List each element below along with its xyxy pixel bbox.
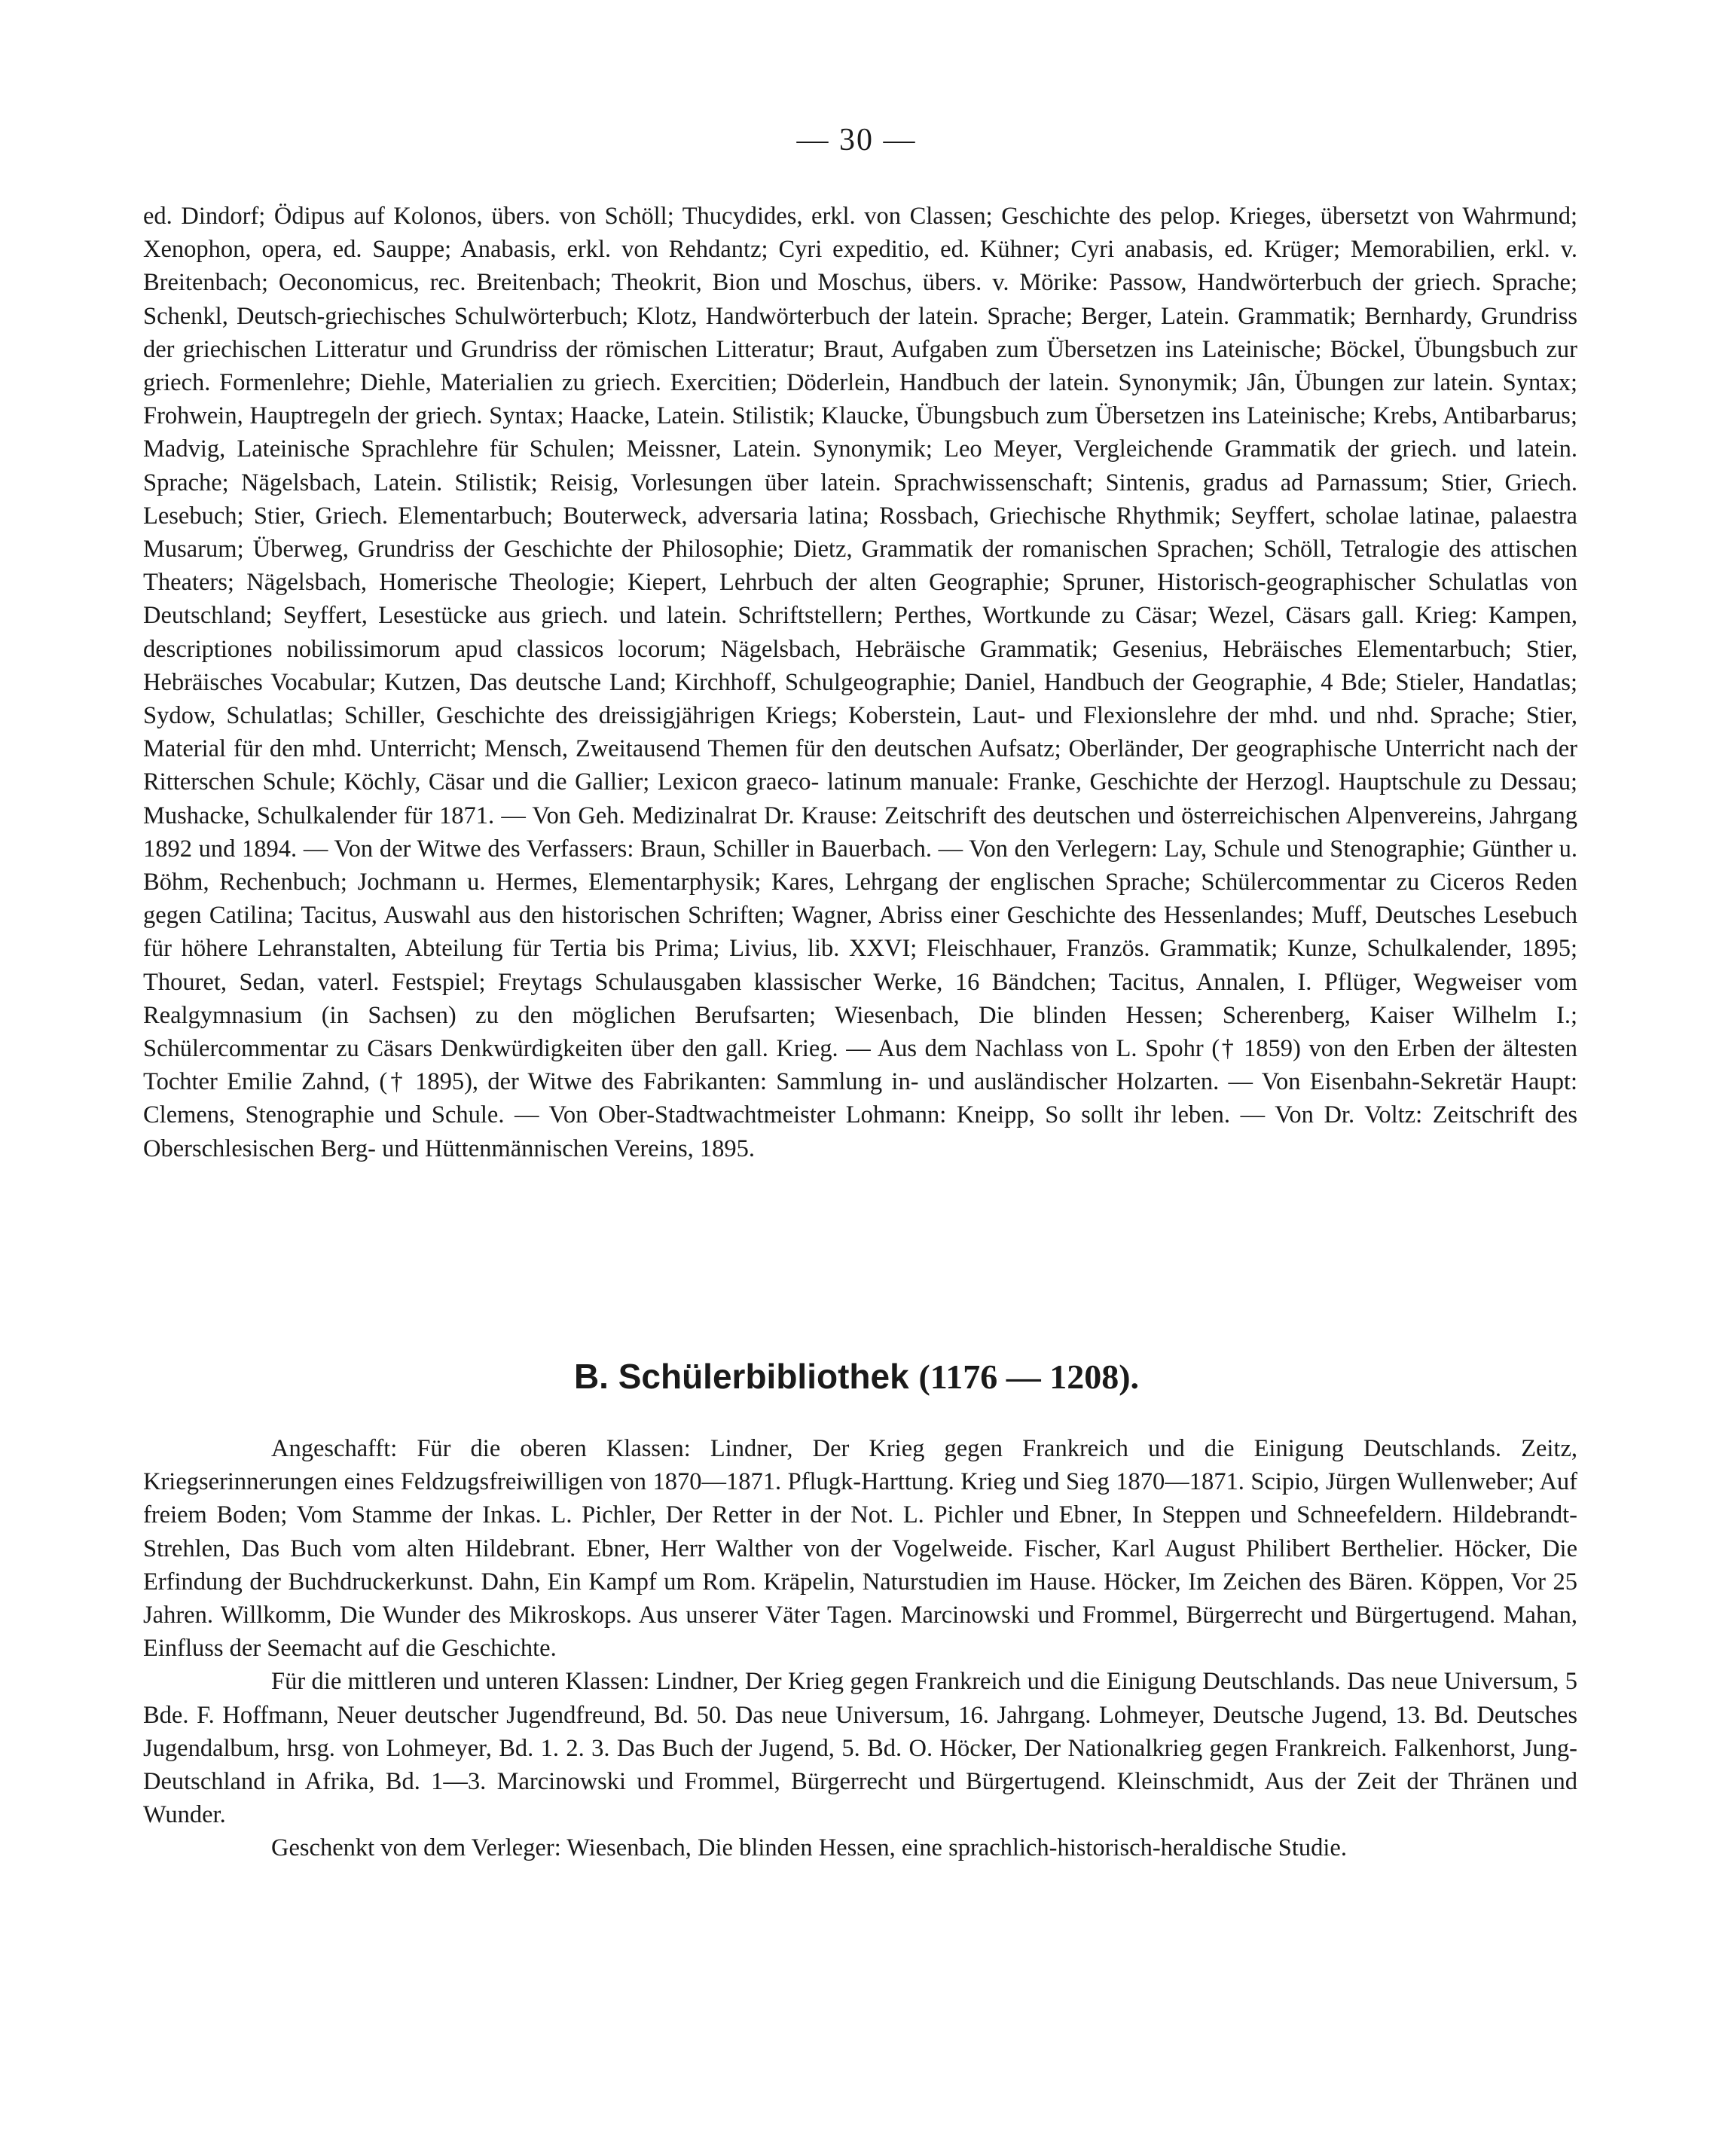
- section-heading-range: (1176 — 1208).: [918, 1357, 1140, 1396]
- page-number: — 30 —: [796, 123, 917, 157]
- schuelerbibliothek-body: [143, 1432, 1577, 1865]
- acquired-upper-classes-paragraph: Angeschafft: Für die oberen Klassen: Lindner, Der Krieg gegen Frankreich und die Einigung Deutschlands. Zeitz, Kriegserinnerungen eines Feldzugsfreiwilligen von 1870—1871. Pflugk-Harttung. Krieg und Sieg 1870—1871. Scipio, Jürgen Wullenweber; Auf freiem Boden; Vom Stamme der Inkas. L. Pichler, Der Retter in der Not. L. Pichler und Ebner, In Steppen und Schneefeldern. Hildebrandt-Strehlen, Das Buch vom alten Hildebrant. Ebner, Herr Walther von der Vogelweide. Fischer, Karl August Philibert Berthelier. Höcker, Die Erfindung der Buchdruckerkunst. Dahn, Ein Kampf um Rom. Kräpelin, Naturstudien im Hause. Höcker, Im Zeichen des Bären. Köppen, Vor 25 Jahren. Willkomm, Die Wunder des Mikroskops. Aus unserer Väter Tagen. Marcinowski und Frommel, Bürgerrecht und Bürgertugend. Mahan, Einfluss der Seemacht auf die Geschichte.: [143, 1435, 1577, 1663]
- acquired-middle-lower-classes-paragraph: Für die mittleren und unteren Klassen: Lindner, Der Krieg gegen Frankreich und die Einigung Deutschlands. Das neue Universum, 5 Bde. F. Hoffmann, Neuer deutscher Jugendfreund, Bd. 50. Das neue Universum, 16. Jahrgang. Lohmeyer, Deutsche Jugend, 13. Bd. Deutsches Jugendalbum, hrsg. von Lohmeyer, Bd. 1. 2. 3. Das Buch der Jugend, 5. Bd. O. Höcker, Der Nationalkrieg gegen Frankreich. Falkenhorst, Jung-Deutschland in Afrika, Bd. 1—3. Marcinowski und Frommel, Bürgerrecht und Bürgertugend. Kleinschmidt, Aus der Zeit der Thränen und Wunder.: [143, 1668, 1577, 1829]
- gift-from-publisher-paragraph: Geschenkt von dem Verleger: Wiesenbach, Die blinden Hessen, eine sprachlich-historisch-heraldische Studie.: [271, 1834, 1347, 1862]
- continuation-paragraph: ed. Dindorf; Ödipus auf Kolonos, übers. von Schöll; Thucydides, erkl. von Classen; Geschichte des pelop. Krieges, übersetzt von Wahrmund; Xenophon, opera, ed. Sauppe; Anabasis, erkl. von Rehdantz; Cyri expeditio, ed. Kühner; Cyri anabasis, ed. Krüger; Memorabilien, erkl. v. Breitenbach; Oeconomicus, rec. Breitenbach; Theokrit, Bion und Moschus, übers. v. Mörike: Passow, Handwörterbuch der griech. Sprache; Schenkl, Deutsch-griechisches Schulwörterbuch; Klotz, Handwörterbuch der latein. Sprache; Berger, Latein. Grammatik; Bernhardy, Grundriss der griechischen Litteratur und Grundriss der römischen Litteratur; Braut, Aufgaben zum Übersetzen ins Lateinische; Böckel, Übungsbuch zur griech. Formenlehre; Diehle, Materialien zu griech. Exercitien; Döderlein, Handbuch der latein. Synonymik; Jân, Übungen zur latein. Syntax; Frohwein, Hauptregeln der griech. Syntax; Haacke, Latein. Stilistik; Klaucke, Übungsbuch zum Übersetzen ins Lateinische; Krebs, Antibarbarus; Madvig, Lateinische Sprachlehre für Schulen; Meissner, Latein. Synonymik; Leo Meyer, Vergleichende Grammatik der griech. und latein. Sprache; Nägelsbach, Latein. Stilistik; Reisig, Vorlesungen über latein. Sprachwissenschaft; Sintenis, gradus ad Parnassum; Stier, Griech. Lesebuch; Stier, Griech. Elementarbuch; Bouterweck, adversaria latina; Rossbach, Griechische Rhythmik; Seyffert, scholae latinae, palaestra Musarum; Überweg, Grundriss der Geschichte der Philosophie; Dietz, Grammatik der romanischen Sprachen; Schöll, Tetralogie des attischen Theaters; Nägelsbach, Homerische Theologie; Kiepert, Lehrbuch der alten Geographie; Spruner, Historisch-geographischer Schulatlas von Deutschland; Seyffert, Lesestücke aus griech. und latein. Schriftstellern; Perthes, Wortkunde zu Cäsar; Wezel, Cäsars gall. Krieg: Kampen, descriptiones nobilissimorum apud classicos locorum; Nägelsbach, Hebräische Grammatik; Gesenius, Hebräisches Elementarbuch; Stier, Hebräisches Vocabular; Kutzen, Das deutsche Land; Kirchhoff, Schulgeographie; Daniel, Handbuch der Geographie, 4 Bde; Stieler, Handatlas; Sydow, Schulatlas; Schiller, Geschichte des dreissigjährigen Kriegs; Koberstein, Laut- und Flexionslehre der mhd. und nhd. Sprache; Stier, Material für den mhd. Unterricht; Mensch, Zweitausend Themen für den deutschen Aufsatz; Oberländer, Der geographische Unterricht nach der Ritterschen Schule; Köchly, Cäsar und die Gallier; Lexicon graeco- latinum manuale: Franke, Geschichte der Herzogl. Hauptschule zu Dessau; Mushacke, Schulkalender für 1871. — Von Geh. Medizinalrat Dr. Krause: Zeitschrift des deutschen und österreichischen Alpenvereins, Jahrgang 1892 und 1894. — Von der Witwe des Verfassers: Braun, Schiller in Bauerbach. — Von den Verlegern: Lay, Schule und Stenographie; Günther u. Böhm, Rechenbuch; Jochmann u. Hermes, Elementarphysik; Kares, Lehrgang der englischen Sprache; Schülercommentar zu Ciceros Reden gegen Catilina; Tacitus, Auswahl aus den historischen Schriften; Wagner, Abriss einer Geschichte des Hessenlandes; Muff, Deutsches Lesebuch für höhere Lehranstalten, Abteilung für Tertia bis Prima; Livius, lib. XXVI; Fleischhauer, Französ. Grammatik; Kunze, Schulkalender, 1895; Thouret, Sedan, vaterl. Festspiel; Freytags Schulausgaben klassischer Werke, 16 Bändchen; Tacitus, Annalen, I. Pflüger, Wegweiser vom Realgymnasium (in Sachsen) zu den möglichen Berufsarten; Wiesenbach, Die blinden Hessen; Scherenberg, Kaiser Wilhelm I.; Schülercommentar zu Cäsars Denkwürdigkeiten über den gall. Krieg. — Aus dem Nachlass von L. Spohr († 1859) von den Erben der ältesten Tochter Emilie Zahnd, († 1895), der Witwe des Fabrikanten: Sammlung in- und ausländischer Holzarten. — Von Eisenbahn-Sekretär Haupt: Clemens, Stenographie und Schule. — Von Ober-Stadtwachtmeister Lohmann: Kneipp, So sollt ihr leben. — Von Dr. Voltz: Zeitschrift des Oberschlesischen Berg- und Hüttenmännischen Vereins, 1895.: [143, 203, 1577, 1162]
- section-heading-label: B. Schülerbibliothek: [573, 1357, 909, 1396]
- section-heading-schuelerbibliothek: [0, 1356, 1713, 1397]
